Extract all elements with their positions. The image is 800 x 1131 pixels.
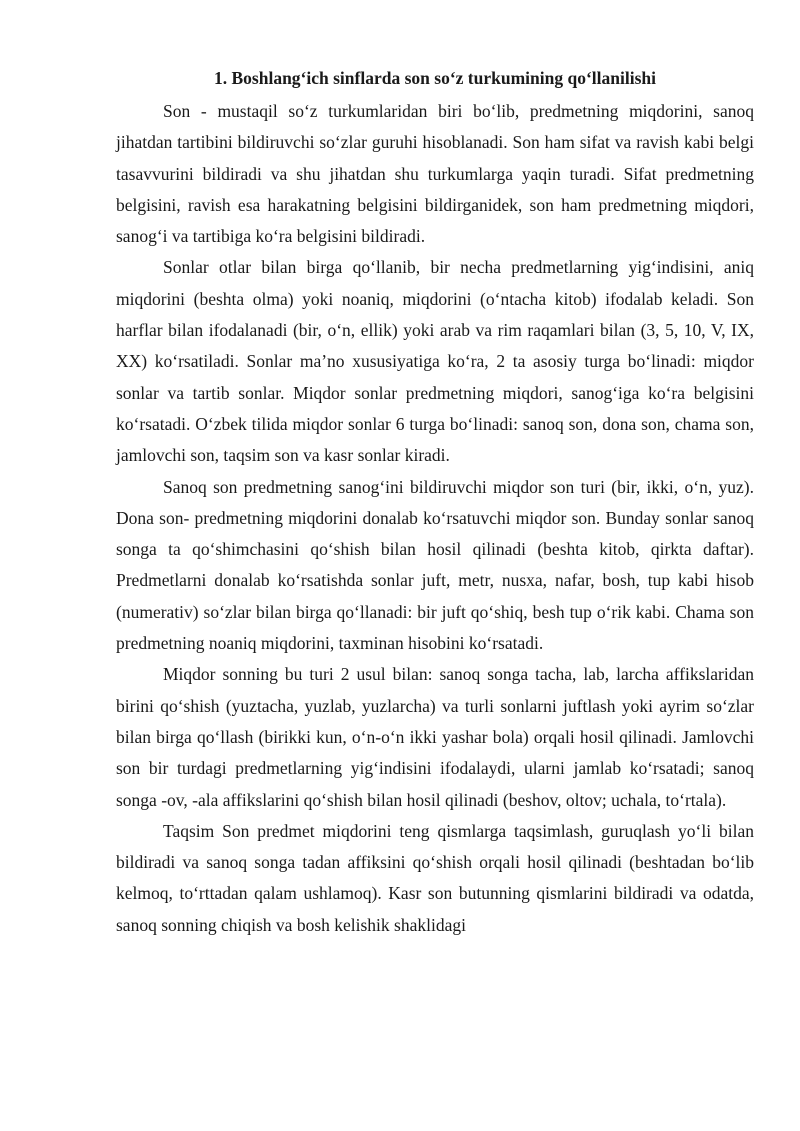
paragraph-1: Son - mustaqil so‘z turkumlaridan biri bo‘lib, predmetning miqdorini, sanoq jihatdan tartibini bildiruvchi so‘zlar guruhi hisoblanadi. Son ham sifat va ravish kabi belgi tasavvurini bildiradi va shu jihatdan shu turkumlarga yaqin turadi. Sifat predmetning belgisini, ravish esa harakatning belgisini bildirganidek, son ham predmetning miqdori, sanog‘i va tartibiga ko‘ra belgisini bildiradi. bbox=[116, 101, 754, 247]
paragraph-5: Taqsim Son predmet miqdorini teng qismlarga taqsimlash, guruqlash yo‘li bilan bildiradi va sanoq songa tadan affiksini qo‘shish orqali hosil qilinadi (beshtadan bo‘lib kelmoq, to‘rttadan qalam ushlamoq). Kasr son butunning qismlarini bildiradi va odatda, sanoq sonning chiqish va bosh kelishik shaklidagi bbox=[116, 820, 754, 935]
paragraph-2: Sonlar otlar bilan birga qo‘llanib, bir necha predmetlarning yig‘indisini, aniq miqdorini (beshta olma) yoki noaniq, miqdorini (o‘ntacha kitob) ifodalab keladi. Son harflar bilan ifodalanadi (bir, o‘n, ellik) yoki arab va rim raqamlari bilan (3, 5, 10, V, IX, XX) ko‘rsatiladi. Sonlar ma’no xususiyatiga ko‘ra, 2 ta asosiy turga bo‘linadi: miqdor sonlar va tartib sonlar. Miqdor sonlar predmetning miqdori, sanog‘iga ko‘ra belgisini ko‘rsatadi. O‘zbek tilida miqdor sonlar 6 turga bo‘linadi: sanoq son, dona son, chama son, jamlovchi son, taqsim son va kasr sonlar kiradi. bbox=[116, 257, 754, 466]
section-title: 1. Boshlang‘ich sinflarda son so‘z turkumining qo‘llanilishi bbox=[214, 68, 656, 88]
paragraph-3: Sanoq son predmetning sanog‘ini bildiruvchi miqdor son turi (bir, ikki, o‘n, yuz). Dona son- predmetning miqdorini donalab ko‘rsatuvchi miqdor son. Bunday sonlar sanoq songa ta qo‘shimchasini qo‘shish bilan hosil qilinadi (beshta kitob, qirkta daftar). Predmetlarni donalab ko‘rsatishda sonlar juft, metr, nusxa, nafar, bosh, tup kabi hisob (numerativ) so‘zlar bilan birga qo‘llanadi: bir juft qo‘shiq, besh tup o‘rik kabi. Chama son predmetning noaniq miqdorini, taxminan hisobini ko‘rsatadi. bbox=[116, 476, 754, 654]
paragraph-4: Miqdor sonning bu turi 2 usul bilan: sanoq songa tacha, lab, larcha affikslaridan birini qo‘shish (yuztacha, yuzlab, yuzlarcha) va turli sonlarni juftlash yoki ayrim so‘zlar bilan birga qo‘llash (birikki kun, o‘n-o‘n ikki yashar bola) orqali hosil qilinadi. Jamlovchi son bir turdagi predmetlarning yig‘indisini ifodalaydi, ularni jamlab ko‘rsatadi; sanoq songa -ov, -ala affikslarini qo‘shish bilan hosil qilinadi (beshov, oltov; uchala, to‘rtala). bbox=[116, 664, 754, 810]
document-page bbox=[116, 66, 754, 941]
